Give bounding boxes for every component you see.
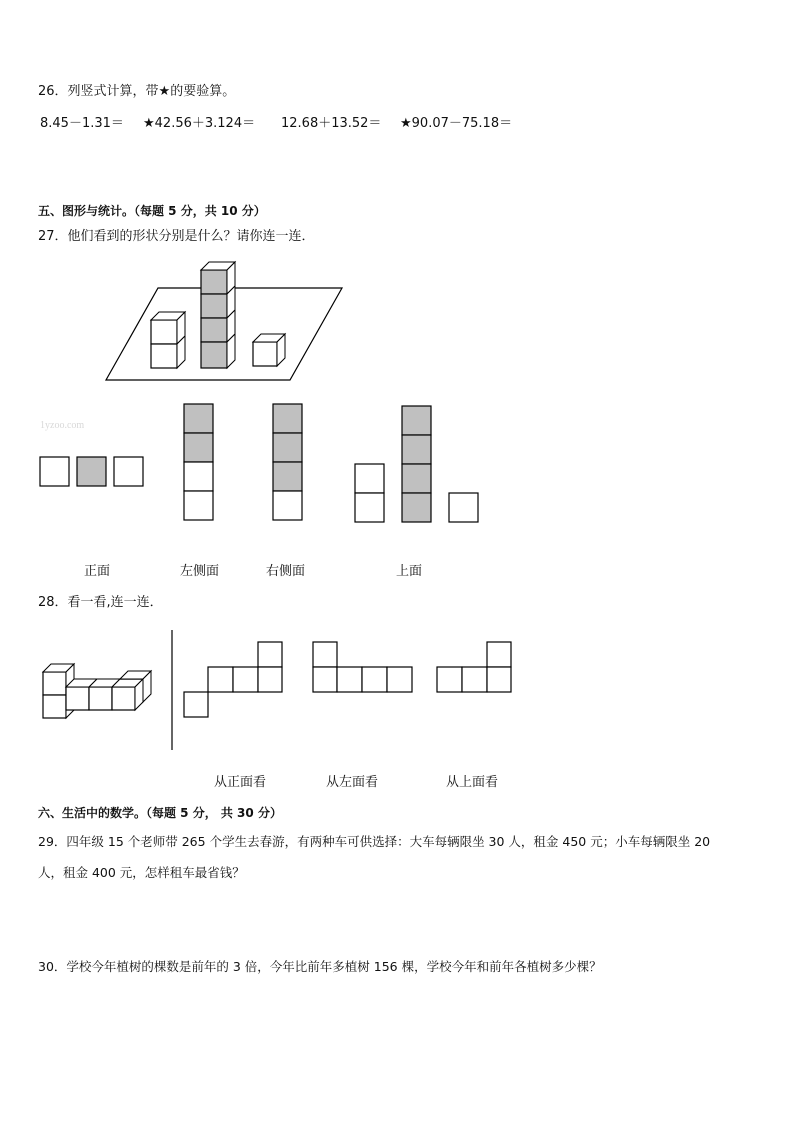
q26-item-1: 8.45－1.31＝ [40,116,124,131]
q27-label-left-side: 左侧面 [180,564,220,579]
q28-label-top: 从上面看 [446,775,499,790]
q27-label-front: 正面 [84,564,111,579]
watermark: 1yzoo.com [40,420,85,431]
q27-option-row [40,457,143,486]
section6-title: 六、生活中的数学。（每题 5 分， 共 30 分） [38,806,282,820]
q26-item-4: ★90.07－75.18＝ [400,116,513,131]
q27-label-top: 上面 [396,564,423,579]
q28-option-1 [184,642,282,717]
q27-option-column-1 [184,404,213,520]
section5-title: 五、图形与统计。（每题 5 分，共 10 分） [38,204,266,218]
q28-label-front: 从正面看 [214,775,267,790]
q27-option-front-view [355,406,478,522]
q28-option-2 [313,642,412,692]
q28-title: 28．看一看,连一连． [38,595,163,610]
q26-title: 26．列竖式计算，带★的要验算。 [38,84,236,99]
q27-left-stack [151,312,185,368]
q29-line-1: 29．四年级 15 个老师带 265 个学生去春游，有两种车可供选择：大车每辆限坐 30 人，租金 450 元；小车每辆限坐 20 [38,834,711,849]
q27-title: 27．他们看到的形状分别是什么？请你连一连． [38,229,315,244]
q27-center-tower [201,262,235,368]
q27-option-column-2 [273,404,302,520]
q26-item-2: ★42.56＋3.124＝ [143,116,256,131]
q26-item-3: 12.68＋13.52＝ [281,116,382,131]
q28-3d-figure [43,664,151,718]
q28-label-left: 从左面看 [326,775,379,790]
q29-line-2: 人，租金 400 元，怎样租车最省钱？ [38,865,245,880]
q27-right-cube [253,334,285,366]
q27-label-right-side: 右侧面 [266,564,306,579]
q30-text: 30．学校今年植树的棵数是前年的 3 倍，今年比前年多植树 156 棵，学校今年和前年各植树多少棵？ [38,959,602,974]
q28-option-3 [437,642,511,692]
